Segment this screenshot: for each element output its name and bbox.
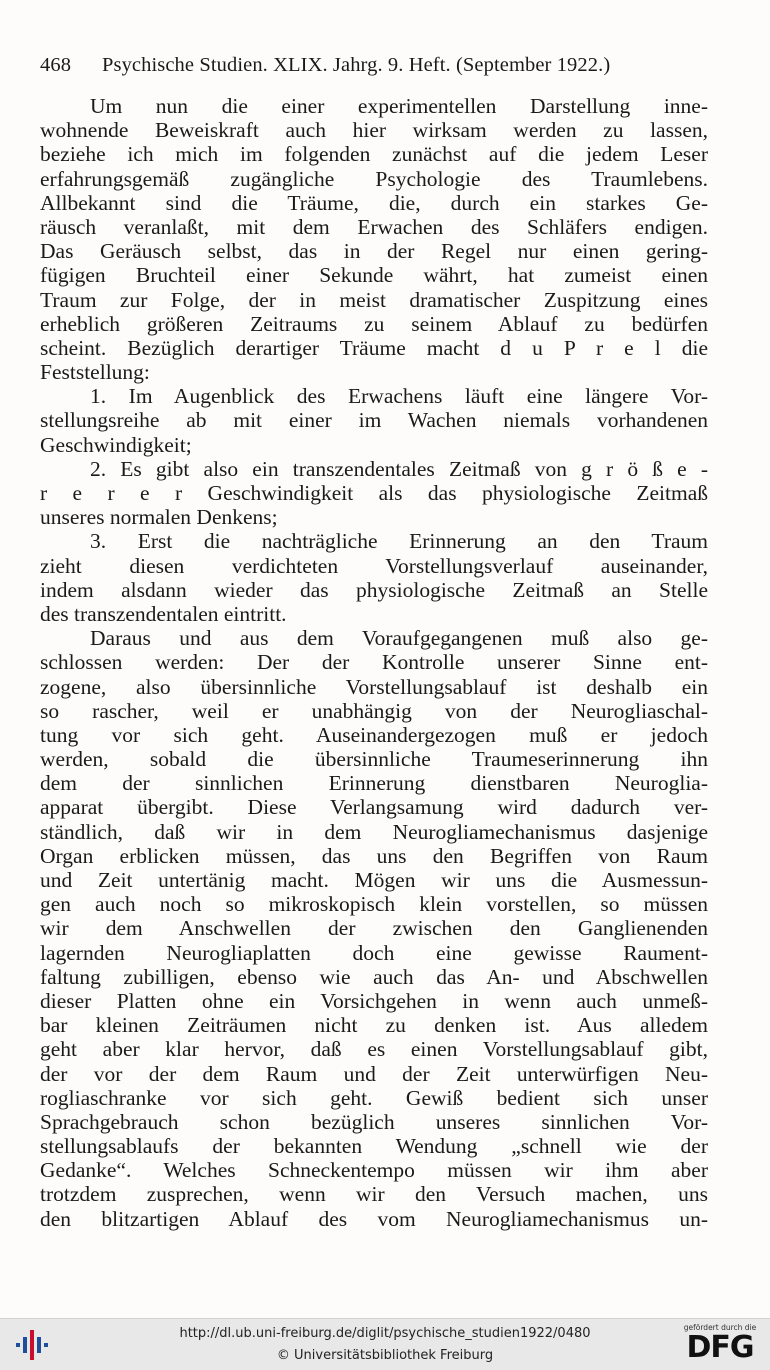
text-line: des transzendentalen eintritt. [40, 601, 287, 626]
text-line: Geschwindigkeit; [40, 432, 192, 457]
text-line: r e r e r Geschwindigkeit als das physiologische Zeitmaß [40, 481, 708, 505]
text-line: und Zeit untertänig macht. Mögen wir uns die Ausmessun- [40, 868, 708, 892]
text-line: fügigen Bruchteil einer Sekunde währt, hat zumeist einen [40, 263, 708, 288]
text-line: bar kleinen Zeiträumen nicht zu denken ist. Aus alledem [40, 1013, 708, 1038]
dfg-wordmark: DFG [686, 1330, 754, 1365]
text-line: gen auch noch so mikroskopisch klein vorstellen, so müssen [40, 892, 708, 917]
body-text [40, 94, 708, 1231]
running-header [40, 54, 730, 82]
text-line: lagernden Neurogliaplatten doch eine gewisse Raument- [40, 940, 708, 965]
text-line: räusch veranlaßt, mit dem Erwachen des Schläfers endigen. [40, 214, 708, 239]
text-line: tung vor sich geht. Auseinandergezogen muß er jedoch [40, 722, 708, 747]
text-line: Feststellung: [40, 360, 150, 385]
permalink-url[interactable]: http://dl.ub.uni-freiburg.de/diglit/psychische_studien1922/0480 [179, 1326, 591, 1341]
text-line: 2. Es gibt also ein transzendentales Zeitmaß von g r ö ß e - [90, 456, 708, 481]
text-line: rogliaschranke vor sich geht. Gewiß bedient sich unser [40, 1085, 708, 1110]
text-line: der vor der dem Raum und der Zeit unterwürfigen Neu- [40, 1061, 708, 1086]
dfg-logo [680, 1323, 760, 1367]
text-line: wohnende Beweiskraft auch hier wirksam werden zu lassen, [40, 118, 708, 143]
text-line: scheint. Bezüglich derartiger Träume macht d u P r e l die [40, 335, 708, 360]
text-line: beziehe ich mich im folgenden zunächst auf die jedem Leser [40, 142, 708, 167]
text-line: unseres normalen Denkens; [40, 505, 278, 530]
text-line: so rascher, weil er unabhängig von der Neurogliaschal- [40, 698, 708, 723]
text-line: Traum zur Folge, der in meist dramatischer Zuspitzung eines [40, 287, 708, 312]
text-line: zieht diesen verdichteten Vorstellungsverlauf auseinander, [40, 553, 708, 578]
page-number: 468 [40, 54, 72, 76]
text-line: Um nun die einer experimentellen Darstellung inne- [90, 94, 708, 118]
text-line: trotzdem zusprechen, wenn wir den Versuch machen, uns [40, 1182, 708, 1207]
text-line: zogene, also übersinnliche Vorstellungsablauf ist deshalb ein [40, 674, 708, 699]
copyright-notice: © Universitätsbibliothek Freiburg [276, 1348, 494, 1363]
text-line: erfahrungsgemäß zugängliche Psychologie des Traumlebens. [40, 166, 708, 191]
text-line: indem alsdann wieder das physiologische Zeitmaß an Stelle [40, 577, 708, 602]
text-line: dem der sinnlichen Erinnerung dienstbaren Neuroglia- [40, 771, 708, 796]
text-line: Allbekannt sind die Träume, die, durch ein starkes Ge- [40, 190, 708, 215]
dfg-funding-note: gefördert durch die [683, 1323, 757, 1332]
text-line: Organ erblicken müssen, das uns den Begriffen von Raum [40, 843, 708, 868]
journal-title: Psychische Studien. XLIX. Jahrg. 9. Heft. (September 1922.) [102, 54, 611, 76]
text-line: ständlich, daß wir in dem Neurogliamechanismus dasjenige [40, 819, 708, 844]
text-line: werden, sobald die übersinnliche Traumeserinnerung ihn [40, 747, 708, 772]
text-line: Sprachgebrauch schon bezüglich unseres sinnlichen Vor- [40, 1109, 708, 1134]
text-line: wir dem Anschwellen der zwischen den Ganglienenden [40, 916, 708, 941]
text-line: faltung zubilligen, ebenso wie auch das An- und Abschwellen [40, 964, 708, 989]
text-line: Gedanke“. Welches Schneckentempo müssen wir ihm aber [40, 1158, 708, 1183]
text-line: Daraus und aus dem Voraufgegangenen muß also ge- [90, 626, 708, 651]
text-line: dieser Platten ohne ein Vorsichgehen in wenn auch unmeß- [40, 988, 708, 1013]
text-line: stellungsreihe ab mit einer im Wachen niemals vorhandenen [40, 408, 708, 433]
text-line: stellungsablaufs der bekannten Wendung „schnell wie der [40, 1134, 708, 1159]
text-line: 1. Im Augenblick des Erwachens läuft eine längere Vor- [90, 384, 708, 409]
text-line: schlossen werden: Der der Kontrolle unserer Sinne ent- [40, 650, 708, 675]
text-line: erheblich größeren Zeitraums zu seinem Ablauf zu bedürfen [40, 311, 708, 336]
text-line: den blitzartigen Ablauf des vom Neurogliamechanismus un- [40, 1206, 708, 1231]
text-line: geht aber klar hervor, daß es einen Vorstellungsablauf gibt, [40, 1037, 708, 1062]
text-line: 3. Erst die nachträgliche Erinnerung an den Traum [90, 529, 708, 554]
text-line: Das Geräusch selbst, das in der Regel nur einen gering- [40, 239, 708, 264]
viewer-footer [0, 1318, 770, 1370]
text-line: apparat übergibt. Diese Verlangsamung wird dadurch ver- [40, 795, 708, 820]
